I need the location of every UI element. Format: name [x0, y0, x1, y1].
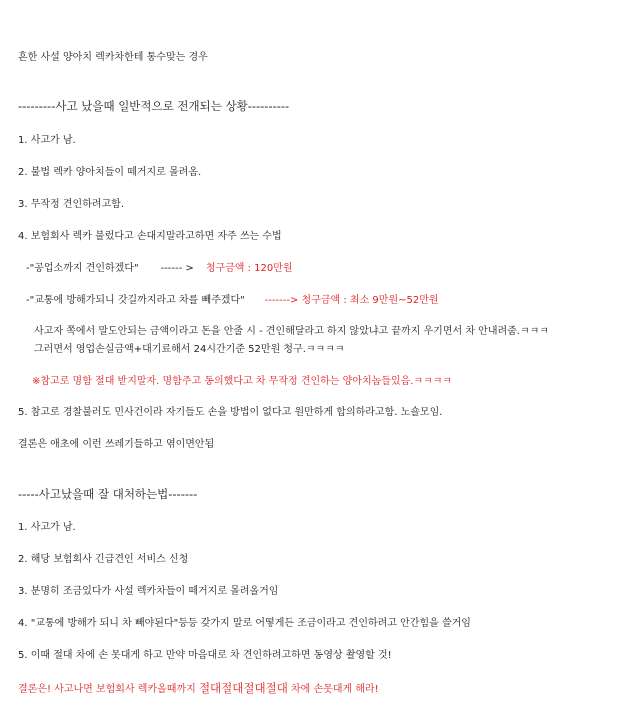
section2-item-2: 2. 해당 보험회사 긴급견인 서비스 신청	[18, 554, 189, 565]
warning-note: ※참고로 명함 절대 받지말자. 명함주고 동의했다고 차 무작정 견인하는 양아치놈들있음.ㅋㅋㅋㅋ	[32, 376, 453, 387]
section2-item-1: 1. 사고가 남.	[18, 522, 76, 533]
section2-header: -----사고났을때 잘 대처하는법-------	[18, 487, 198, 501]
quote-2	[26, 294, 439, 308]
section1-item-4: 4. 보험회사 렉카 불렀다고 손대지말라고하면 자주 쓰는 수법	[18, 231, 282, 242]
explain-line-1: 사고자 쪽에서 말도안되는 금액이라고 돈을 안줄 시 - 견인해달라고 하지 않았냐고 끝까지 우기면서 차 안내려줌.ㅋㅋㅋ	[34, 326, 549, 337]
section1-item-3: 3. 무작정 견인하려고함.	[18, 199, 125, 210]
section2-item-3: 3. 분명히 조금있다가 사설 렉카차들이 떼거지로 몰려올거임	[18, 586, 279, 597]
section2-item-4: 4. "교통에 방해가 되니 차 빼야된다"등등 갖가지 말로 어떻게든 조금이라고 견인하려고 안간힘을 쓸거임	[18, 618, 471, 629]
final-emphasis: 절대절대절대절대	[198, 681, 288, 695]
conclusion: 결론은 애초에 이런 쓰레기들하고 엮이면안됨	[18, 439, 215, 450]
section2-item-5: 5. 이때 절대 차에 손 못대게 하고 만약 마음대로 차 견인하려고하면 동영상 촬영할 것!	[18, 650, 392, 661]
section1-item-1: 1. 사고가 남.	[18, 135, 76, 146]
quote-1-arrow: ------ >	[160, 263, 194, 274]
post-title: 흔한 사설 양아치 렉카차한테 통수맞는 경우	[18, 52, 208, 63]
quote-2-text: -"교통에 방해가되니 갓길까지라고 차를 빼주겠다"	[26, 295, 245, 306]
final-prefix: 결론은! 사고나면 보험회사 렉카올때까지	[18, 684, 199, 695]
quote-2-charge: -------> 청구금액 : 최소 9만원~52만원	[264, 295, 439, 306]
quote-1	[26, 262, 293, 276]
explain-line-2: 그러면서 영업손실금액+대기료해서 24시간기준 52만원 청구.ㅋㅋㅋㅋ	[34, 344, 345, 355]
final-suffix: 차에 손못대게 해라!	[287, 684, 379, 695]
section1-item-2: 2. 불법 렉카 양아치들이 떼거지로 몰려옴.	[18, 167, 202, 178]
final-conclusion	[18, 681, 379, 697]
quote-1-charge: 청구금액 : 120만원	[205, 263, 293, 274]
quote-1-text: -"공업소까지 견인하겠다"	[26, 263, 139, 274]
section1-header: ---------사고 났을때 일반적으로 전개되는 상황----------	[18, 99, 290, 113]
section1-item-5: 5. 참고로 경찰불러도 민사건이라 자기들도 손을 방법이 없다고 원만하게 합의하라고함. 노숄모임.	[18, 407, 443, 418]
